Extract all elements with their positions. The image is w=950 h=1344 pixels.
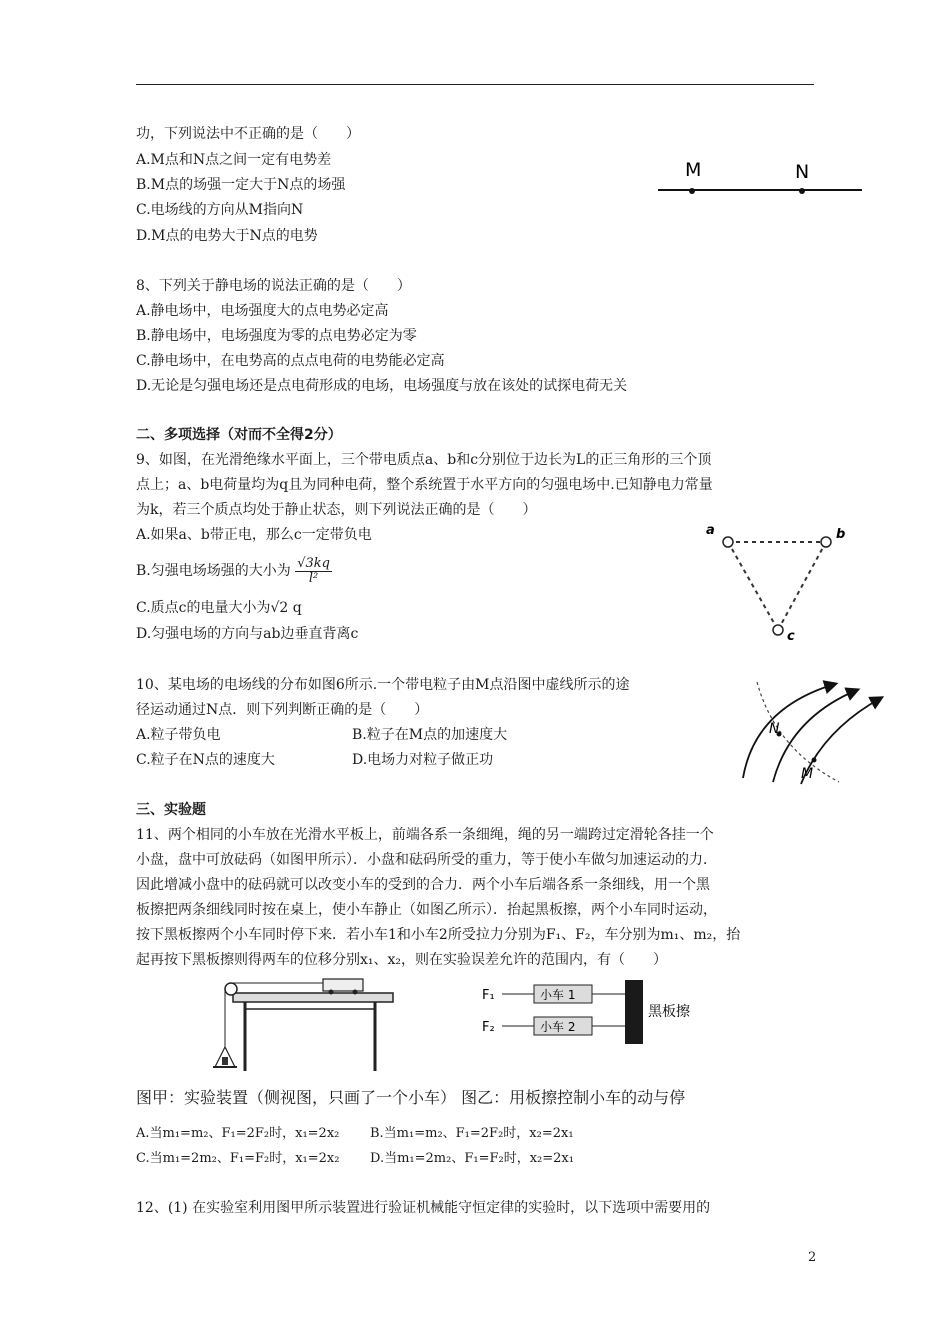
q11-stem-line-6: 起再按下黑板擦则得两车的位移分别x₁、x₂，则在实验误差允许的范围内，有（ ） — [136, 952, 668, 968]
q8-option-c: C.静电场中，在电势高的点点电荷的电势能必定高 — [136, 353, 445, 369]
q9-label-c: c — [787, 629, 795, 644]
q11-option-d: D.当m₁=2m₂、F₁=F₂时，x₂=2x₁ — [370, 1151, 574, 1166]
q9-fraction-denominator: l² — [308, 570, 319, 586]
q11-label-eraser: 黑板擦 — [648, 1004, 690, 1020]
q11-label-f1: F₁ — [482, 988, 495, 1003]
q7-option-b: B.M点的场强一定大于N点的场强 — [136, 177, 346, 193]
q9-fraction-numerator: √3kq — [297, 555, 330, 571]
header-rule — [136, 84, 814, 85]
q11-stem-line-5: 按下黑板擦两个小车同时停下来．若小车1和小车2所受拉力分别为F₁、F₂，车分别为m₁、m₂，抬 — [136, 927, 741, 943]
q9-stem-line-1: 9、如图，在光滑绝缘水平面上，三个带电质点a、b和c分别位于边长为L的正三角形的三个顶 — [136, 452, 712, 468]
q8-option-d: D.无论是匀强电场还是点电荷形成的电场，电场强度与放在该处的试探电荷无关 — [136, 378, 628, 394]
q9-option-c-tail: q — [288, 600, 302, 616]
q8-stem: 8、下列关于静电场的说法正确的是（ ） — [136, 278, 411, 294]
q9-option-b-fraction — [295, 557, 332, 586]
q10-stem-line-1: 10、某电场的电场线的分布如图6所示.一个带电粒子由M点沿图中虚线所示的途 — [136, 677, 630, 693]
q11-label-f2: F₂ — [482, 1020, 495, 1035]
q10-label-m: M — [801, 766, 814, 782]
q9-option-b-text: B.匀强电场场强的大小为 — [136, 563, 291, 579]
q11-figure-caption: 图甲：实验装置（侧视图，只画了一个小车） 图乙：用板擦控制小车的动与停 — [136, 1088, 686, 1107]
q10-option-b: B.粒子在M点的加速度大 — [352, 727, 508, 743]
q7-option-a: A.M点和N点之间一定有电势差 — [136, 152, 332, 168]
q10-option-c: C.粒子在N点的速度大 — [136, 752, 275, 768]
q9-stem-line-3: 为k，若三个质点均处于静止状态，则下列说法正确的是（ ） — [136, 502, 537, 518]
q9-figure-triangle — [690, 520, 870, 650]
q7-figure-mn — [650, 150, 870, 210]
section-3-heading: 三、实验题 — [136, 802, 206, 818]
section-2-heading: 二、多项选择（对而不全得2分） — [136, 427, 342, 443]
q11-stem-line-1: 11、两个相同的小车放在光滑水平板上，前端各系一条细绳，绳的另一端跨过定滑轮各挂一个 — [136, 827, 714, 843]
q11-label-car1: 小车 1 — [540, 988, 576, 1002]
q9-option-d: D.匀强电场的方向与ab边垂直背离c — [136, 626, 359, 642]
page-number: 2 — [808, 1250, 817, 1265]
q11-figure-eraser — [478, 978, 728, 1048]
q9-option-c-text: C.质点c的电量大小为 — [136, 600, 271, 616]
q10-option-a: A.粒子带负电 — [136, 727, 221, 743]
q7-option-d: D.M点的电势大于N点的电势 — [136, 228, 318, 244]
q11-stem-line-4: 板擦把两条细线同时按在桌上，使小车静止（如图乙所示）．抬起黑板擦，两个小车同时运动， — [136, 902, 717, 918]
q7-option-c: C.电场线的方向从M指向N — [136, 202, 304, 218]
q9-option-c — [136, 598, 302, 618]
q9-option-a: A.如果a、b带正电，那么c一定带负电 — [136, 527, 372, 543]
q11-stem-line-3: 因此增减小盘中的砝码就可以改变小车的受到的合力．两个小车后端各系一条细线，用一个黑 — [136, 877, 710, 893]
q12-stem: 12、(1) 在实验室利用图甲所示装置进行验证机械能守恒定律的实验时，以下选项中需要用的 — [136, 1200, 711, 1216]
q9-label-b: b — [836, 527, 846, 542]
q8-option-b: B.静电场中，电场强度为零的点电势必定为零 — [136, 328, 417, 344]
q7-label-m: M — [685, 159, 702, 181]
q10-stem-line-2: 径运动通过N点．则下列判断正确的是（ ） — [136, 702, 429, 718]
q7-label-n: N — [795, 161, 810, 183]
q7-stem: 功，下列说法中不正确的是（ ） — [136, 126, 360, 142]
q8-option-a: A.静电场中，电场强度大的点电势必定高 — [136, 303, 389, 319]
q10-option-d: D.电场力对粒子做正功 — [352, 752, 494, 768]
q11-option-c: C.当m₁=2m₂、F₁=F₂时，x₁=2x₂ — [136, 1151, 340, 1166]
q11-label-car2: 小车 2 — [540, 1020, 576, 1034]
q10-figure-field-lines — [735, 678, 885, 788]
q11-option-a: A.当m₁=m₂、F₁=2F₂时，x₁=2x₂ — [136, 1126, 340, 1141]
q11-option-b: B.当m₁=m₂、F₁=2F₂时，x₂=2x₁ — [370, 1126, 574, 1141]
q11-figure-apparatus — [205, 975, 405, 1075]
q10-label-n: N — [769, 721, 780, 737]
q11-stem-line-2: 小盘，盘中可放砝码（如图甲所示）．小盘和砝码所受的重力，等于使小车做匀加速运动的力． — [136, 852, 717, 868]
q9-option-c-root: √2 — [270, 600, 289, 616]
q9-stem-line-2: 点上；a、b电荷量均为q且为同种电荷，整个系统置于水平方向的匀强电场中.已知静电力常量 — [136, 477, 713, 493]
q9-label-a: a — [706, 523, 715, 538]
q9-option-b — [136, 553, 332, 589]
